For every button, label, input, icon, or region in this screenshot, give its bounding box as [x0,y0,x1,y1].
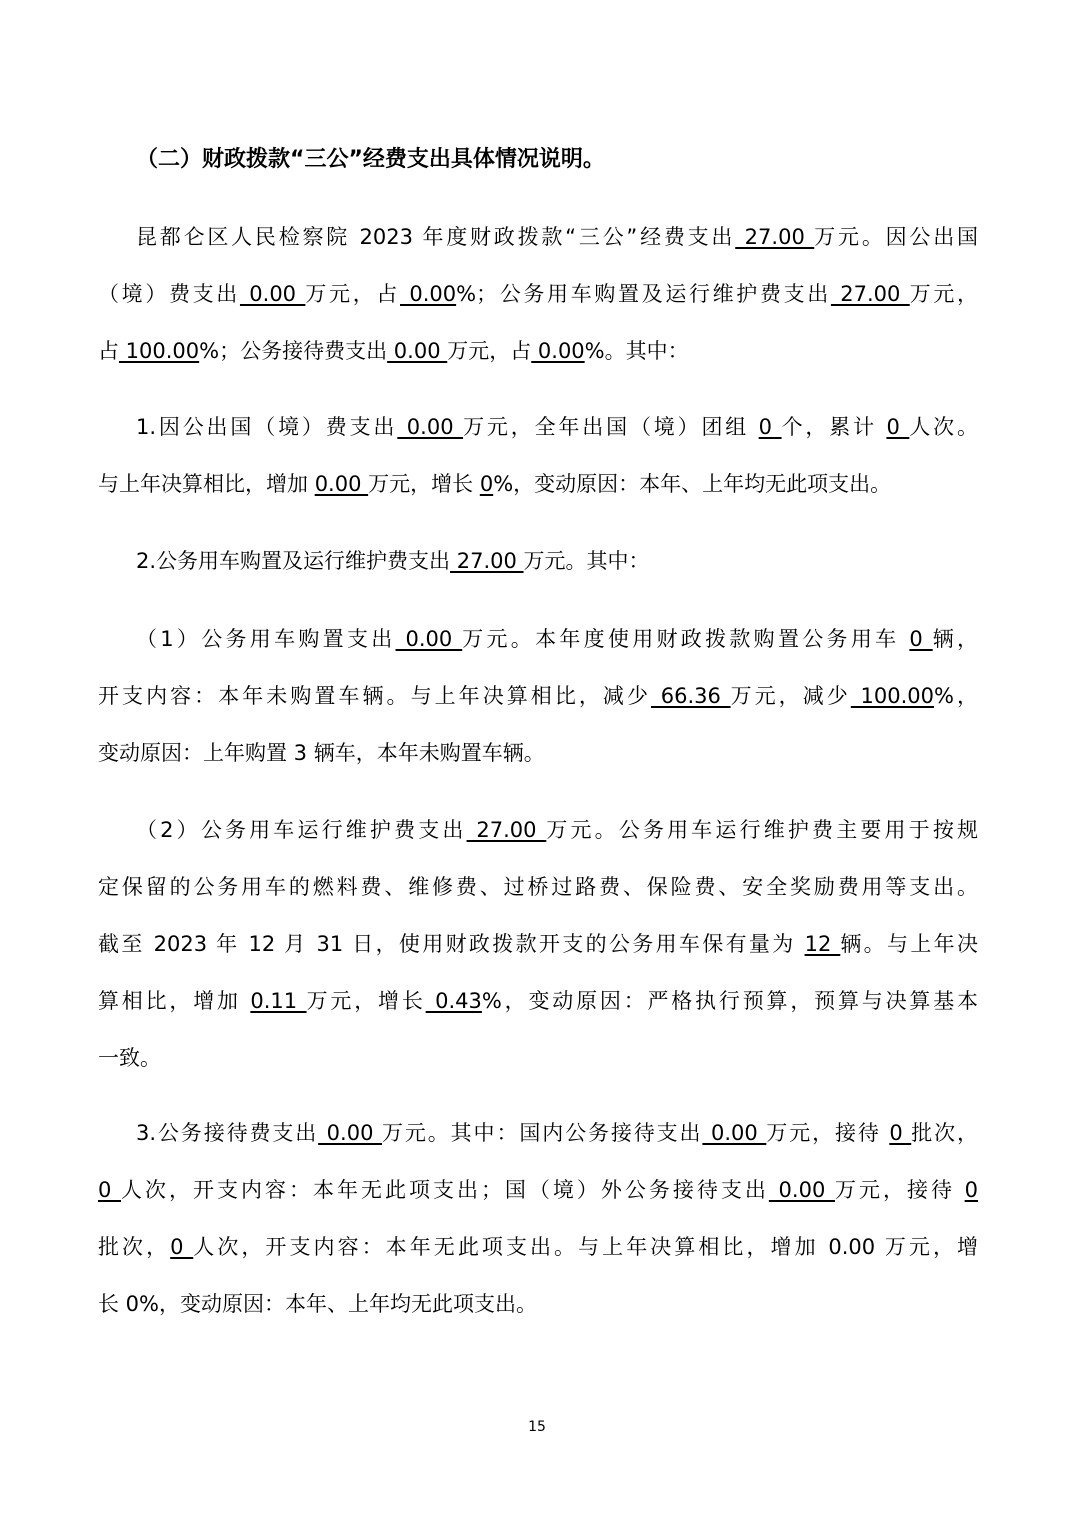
text-run: 人次，开支内容：本年无此项支出。与上年决算相比，增加 0.00 万元，增 [193,1235,979,1259]
text-run: %；公务接待费支出 [199,339,388,363]
text-run: 昆都仑区人民检察院 2023 年度财政拨款“三公”经费支出 [136,225,736,249]
text-run: 万元，全年出国（境）团组 [463,415,759,439]
underlined-value: 27.00 [735,225,815,249]
text-run: 万元，占 [447,339,532,363]
text-run: 算相比，增加 [98,989,251,1013]
text-run: 辆。与上年决 [840,932,978,956]
text-run: 变动原因：上年购置 3 辆车，本年未购置车辆。 [98,741,545,765]
text-run: 万元，增长 [306,989,426,1013]
text-line [98,1030,978,1087]
text-run: 定保留的公务用车的燃料费、维修费、过桥过路费、保险费、安全奖励费用等支出。 [98,875,978,899]
underlined-value: 0.00 [387,339,448,363]
text-line [98,323,978,380]
section-heading: （二）财政拨款“三公”经费支出具体情况说明。 [136,147,605,172]
text-line [98,533,978,590]
text-line [98,456,978,513]
text-run: %， [933,684,978,708]
underlined-value: 0 [886,415,910,439]
underlined-value: 27.00 [466,818,547,842]
text-run: （1）公务用车购置支出 [136,627,396,651]
text-line [98,399,978,456]
text-line [98,668,978,725]
text-run: 开支内容：本年未购置车辆。与上年决算相比，减少 [98,684,651,708]
underlined-value: 0.00 [531,339,585,363]
text-run: 2.公务用车购置及运行维护费支出 [136,549,451,573]
text-line [98,611,978,668]
paragraph-summary [98,209,978,380]
underlined-value: 12 [804,932,841,956]
text-line [98,209,978,266]
page-number: 15 [528,1419,546,1435]
text-line [98,266,978,323]
underlined-value: 0.00 [768,1178,835,1202]
text-run: 万元，接待 [834,1178,965,1202]
text-run: 个，累计 [781,415,887,439]
underlined-value: 0.00 [400,282,457,306]
text-run: 万元。其中： [523,549,650,573]
text-run: （2）公务用车运行维护费支出 [136,818,467,842]
text-run: %，变动原因：严格执行预算，预算与决算基本 [481,989,979,1013]
text-run: %；公务用车购置及运行维护费支出 [456,282,831,306]
text-run: 人次，开支内容：本年无此项支出；国（境）外公务接待支出 [121,1178,769,1202]
text-run: 万元。因公出国 [814,225,978,249]
text-line [98,1105,978,1162]
text-run: 1.因公出国（境）费支出 [136,415,398,439]
underlined-value: 0 [909,627,933,651]
text-run: %，变动原因：本年、上年均无此项支出。 [493,472,892,496]
text-line [98,973,978,1030]
underlined-value: 27.00 [830,282,910,306]
text-line [98,802,978,859]
underlined-value: 0.00 [239,282,306,306]
underlined-value: 0.43 [425,989,482,1013]
underlined-value: 0.00 [318,1121,383,1145]
text-run: 万元，接待 [766,1121,890,1145]
text-run: 长 0%，变动原因：本年、上年均无此项支出。 [98,1292,537,1316]
text-run: 万元，减少 [730,684,851,708]
text-run: 万元。公务用车运行维护费主要用于按规 [546,818,978,842]
underlined-value: 66.36 [651,684,731,708]
underlined-value: 0.00 [314,472,369,496]
text-run: 人次。 [909,415,979,439]
underlined-value: 27.00 [450,549,524,573]
text-run: 与上年决算相比，增加 [98,472,315,496]
paragraph-vehicle-purchase [98,611,978,782]
underlined-value: 0 [964,1178,978,1202]
text-line [98,1162,978,1219]
text-run: 一致。 [98,1046,161,1070]
text-line [98,1219,978,1276]
underlined-value: 100.00 [119,339,200,363]
text-line [98,1276,978,1333]
paragraph-reception [98,1105,978,1333]
text-run: 批次， [911,1121,979,1145]
text-run: 辆， [932,627,978,651]
text-run: 占 [98,339,119,363]
text-run: （境）费支出 [98,282,240,306]
paragraph-overseas-travel [98,399,978,513]
underlined-value: 0 [758,415,782,439]
text-run: 万元。其中：国内公务接待支出 [382,1121,703,1145]
underlined-value: 0.00 [397,415,464,439]
text-run: %。其中： [584,339,689,363]
text-run: 万元。本年度使用财政拨款购置公务用车 [462,627,910,651]
text-run: 万元， [909,282,979,306]
underlined-value: 0.00 [702,1121,767,1145]
text-run: 万元，占 [305,282,401,306]
underlined-value: 0 [170,1235,194,1259]
text-line [98,725,978,782]
underlined-value: 0 [98,1178,122,1202]
text-run: 万元，增长 [368,472,480,496]
underlined-value: 0.11 [250,989,307,1013]
paragraph-vehicle-maintenance [98,802,978,1087]
text-run: 3.公务接待费支出 [136,1121,319,1145]
underlined-value: 0.00 [395,627,463,651]
paragraph-vehicle-total [98,533,978,590]
underlined-value: 0 [889,1121,912,1145]
text-line [98,916,978,973]
underlined-value: 0 [479,472,494,496]
underlined-value: 100.00 [850,684,934,708]
text-line [98,859,978,916]
text-run: 批次， [98,1235,171,1259]
text-run: 截至 2023 年 12 月 31 日，使用财政拨款开支的公务用车保有量为 [98,932,805,956]
